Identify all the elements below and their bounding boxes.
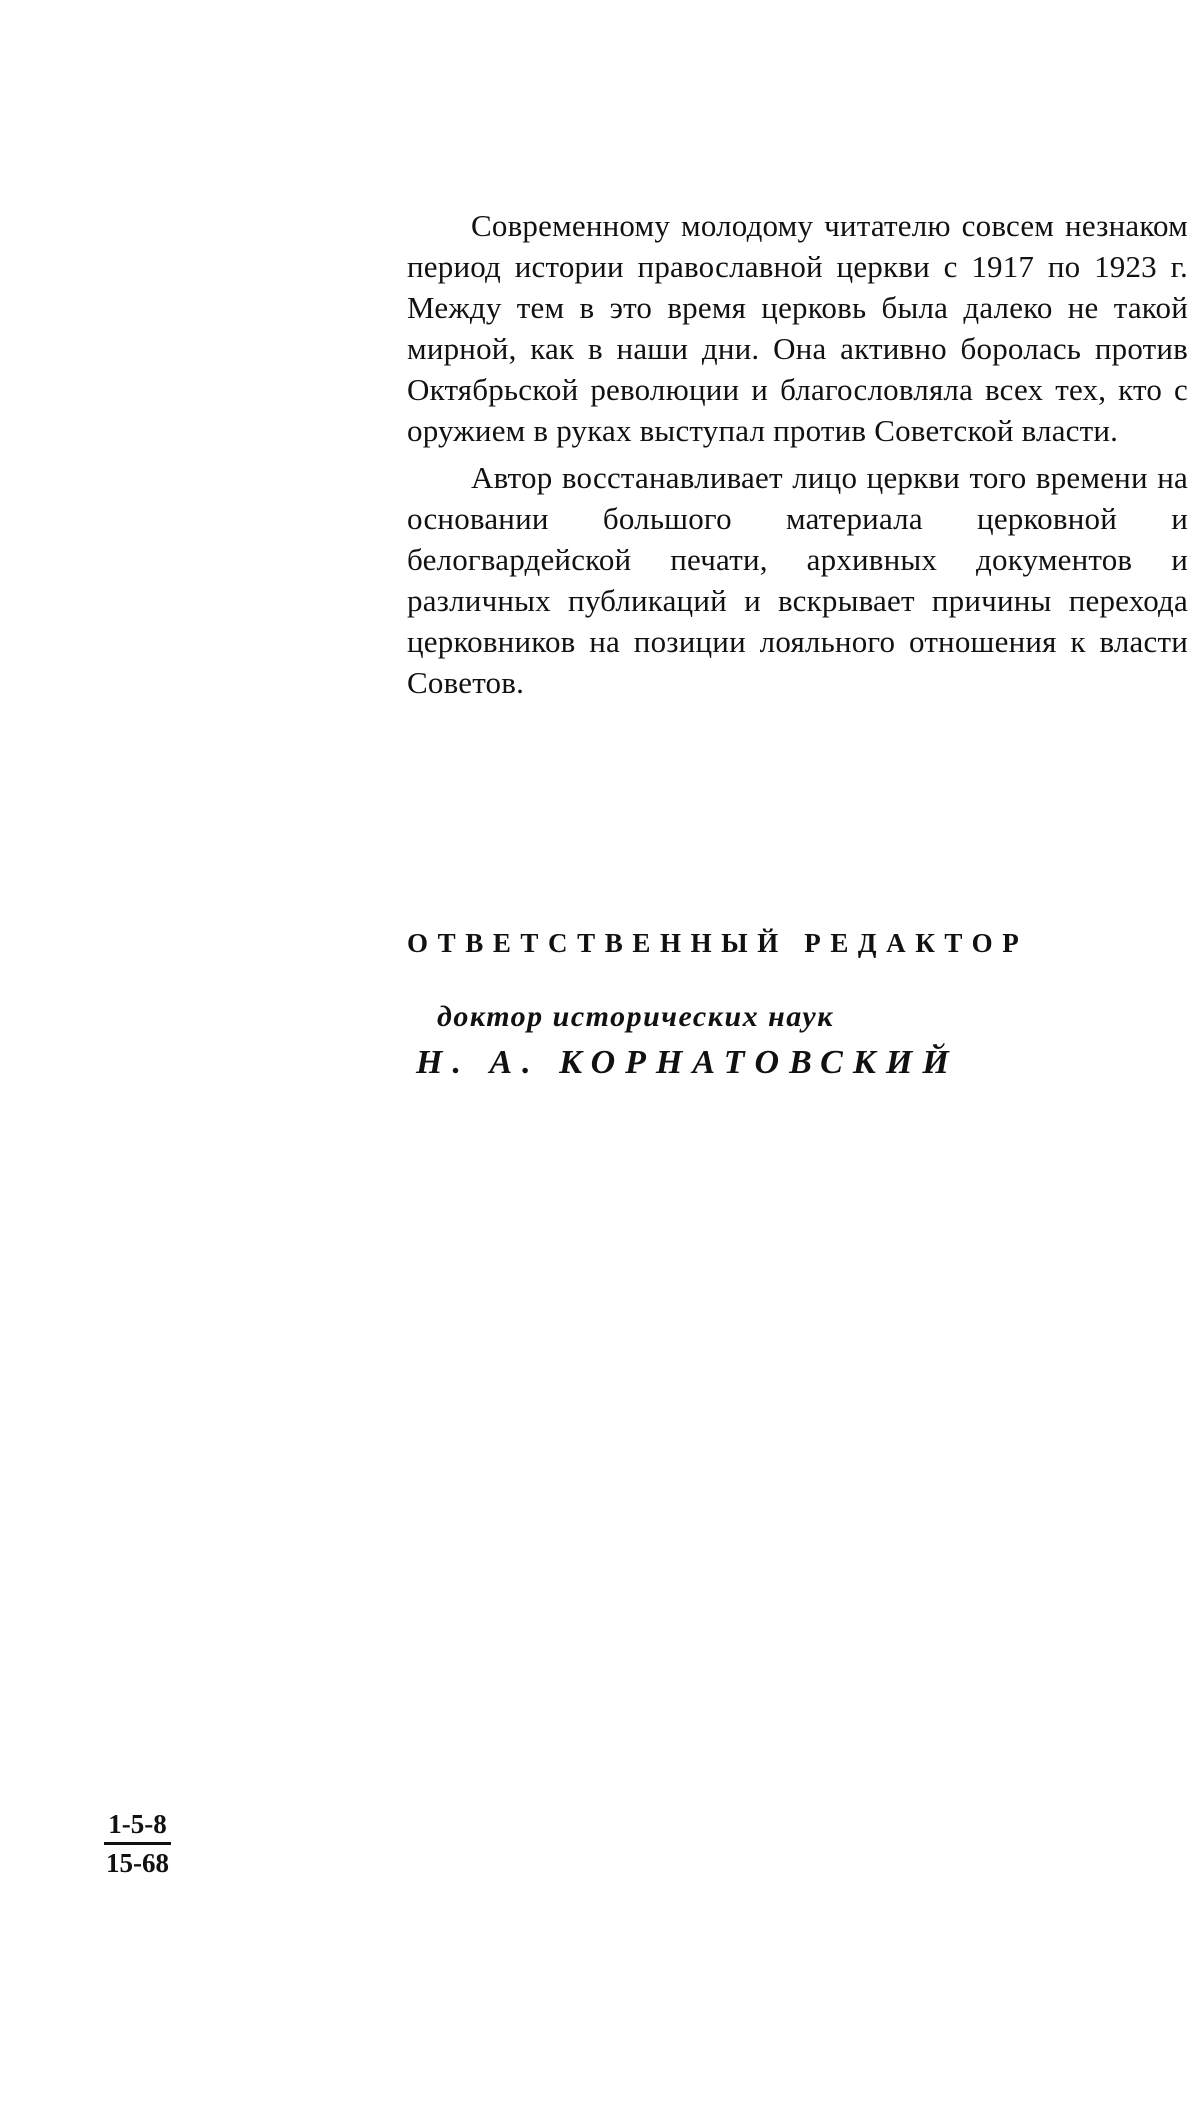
book-annotation [407, 205, 1188, 703]
annotation-paragraph-1: Современному молодому читателю совсем незнаком период истории православной церкви с 1917 по 1923 г. Между тем в это время церковь была далеко не такой мирной, как в наши дни. Она активно боролась против Октябрьской революции и благословляла всех тех, кто с оружием в руках выступал против Советской власти. [407, 208, 1188, 448]
editor-name: Н. А. КОРНАТОВСКИЙ [416, 1044, 959, 1081]
responsible-editor-heading: ОТВЕТСТВЕННЫЙ РЕДАКТОР [407, 928, 1029, 958]
index-code-numerator: 1-5-8 [104, 1806, 171, 1845]
editor-degree: доктор исторических наук [437, 1000, 834, 1033]
annotation-paragraph-2: Автор восстанавливает лицо церкви того времени на основании большого материала церковной и белогвардейской печати, архивных документов и различных публикаций и вскрывает причины перехода церковников на позиции лояльного отношения к власти Советов. [407, 460, 1188, 700]
catalog-index-code [104, 1806, 171, 1881]
index-code-denominator: 15-68 [106, 1848, 169, 1878]
